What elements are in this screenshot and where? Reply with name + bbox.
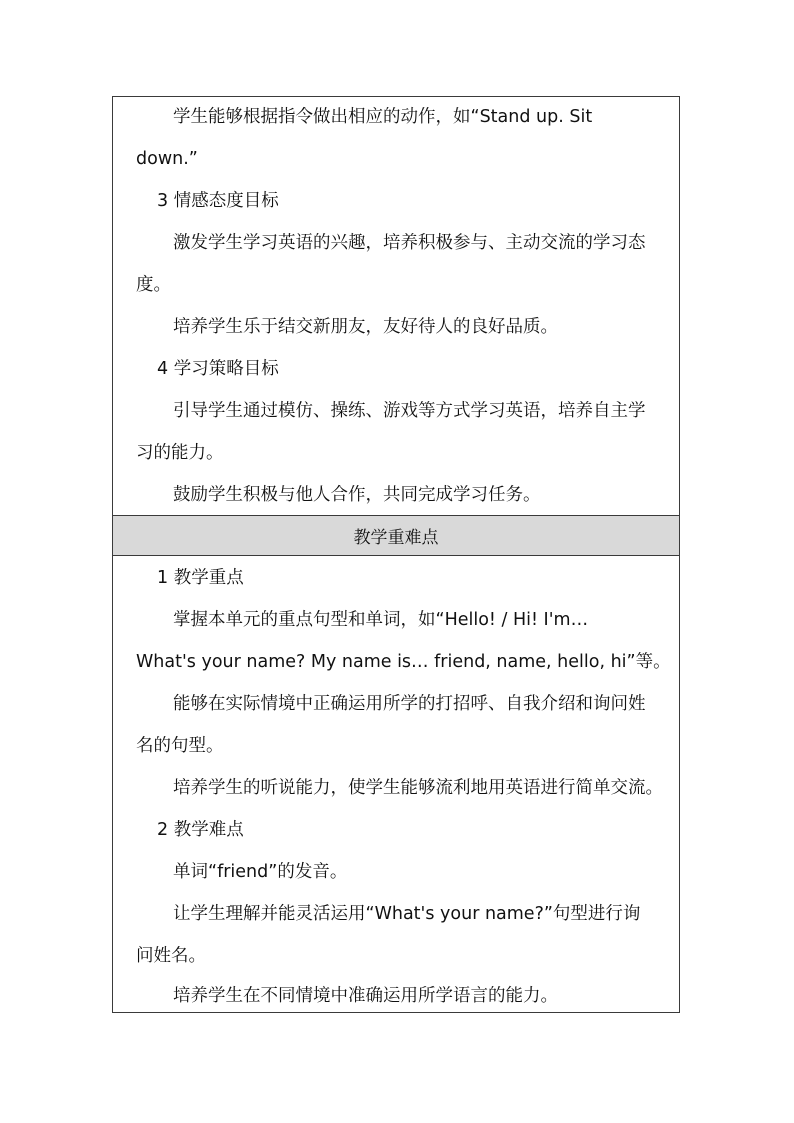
paragraph-line: down.”: [136, 149, 198, 169]
section-header-key-difficult-points: [113, 515, 679, 556]
document-table: [112, 96, 680, 1013]
paragraph-line: 问姓名。: [136, 946, 206, 966]
paragraph-line: 单词“friend”的发音。: [173, 862, 348, 882]
objectives-cell: [113, 97, 679, 515]
paragraph-line: 培养学生在不同情境中准确运用所学语言的能力。: [173, 986, 558, 1006]
paragraph-line: 掌握本单元的重点句型和单词，如“Hello! / Hi! I'm…: [173, 610, 589, 630]
paragraph-line: 激发学生学习英语的兴趣，培养积极参与、主动交流的学习态: [173, 233, 646, 253]
paragraph-line: 培养学生的听说能力，使学生能够流利地用英语进行简单交流。: [173, 778, 663, 798]
paragraph-line: What's your name? My name is… friend, name, hello, hi”等。: [136, 652, 671, 672]
subheading-difficult-points: 2 教学难点: [157, 820, 244, 840]
paragraph-line: 学生能够根据指令做出相应的动作，如“Stand up. Sit: [173, 107, 593, 127]
paragraph-line: 能够在实际情境中正确运用所学的打招呼、自我介绍和询问姓: [173, 694, 646, 714]
subheading-learning-strategy: 4 学习策略目标: [157, 359, 279, 379]
paragraph-line: 习的能力。: [136, 443, 224, 463]
key-points-cell: [113, 556, 679, 1012]
paragraph-line: 名的句型。: [136, 736, 224, 756]
paragraph-line: 培养学生乐于结交新朋友，友好待人的良好品质。: [173, 317, 558, 337]
paragraph-line: 让学生理解并能灵活运用“What's your name?”句型进行询: [173, 904, 641, 924]
subheading-key-points: 1 教学重点: [157, 568, 244, 588]
section-header-title: 教学重难点: [353, 528, 439, 548]
paragraph-line: 引导学生通过模仿、操练、游戏等方式学习英语，培养自主学: [173, 401, 646, 421]
paragraph-line: 度。: [136, 275, 171, 295]
paragraph-line: 鼓励学生积极与他人合作，共同完成学习任务。: [173, 485, 541, 505]
subheading-affective-goals: 3 情感态度目标: [157, 191, 279, 211]
